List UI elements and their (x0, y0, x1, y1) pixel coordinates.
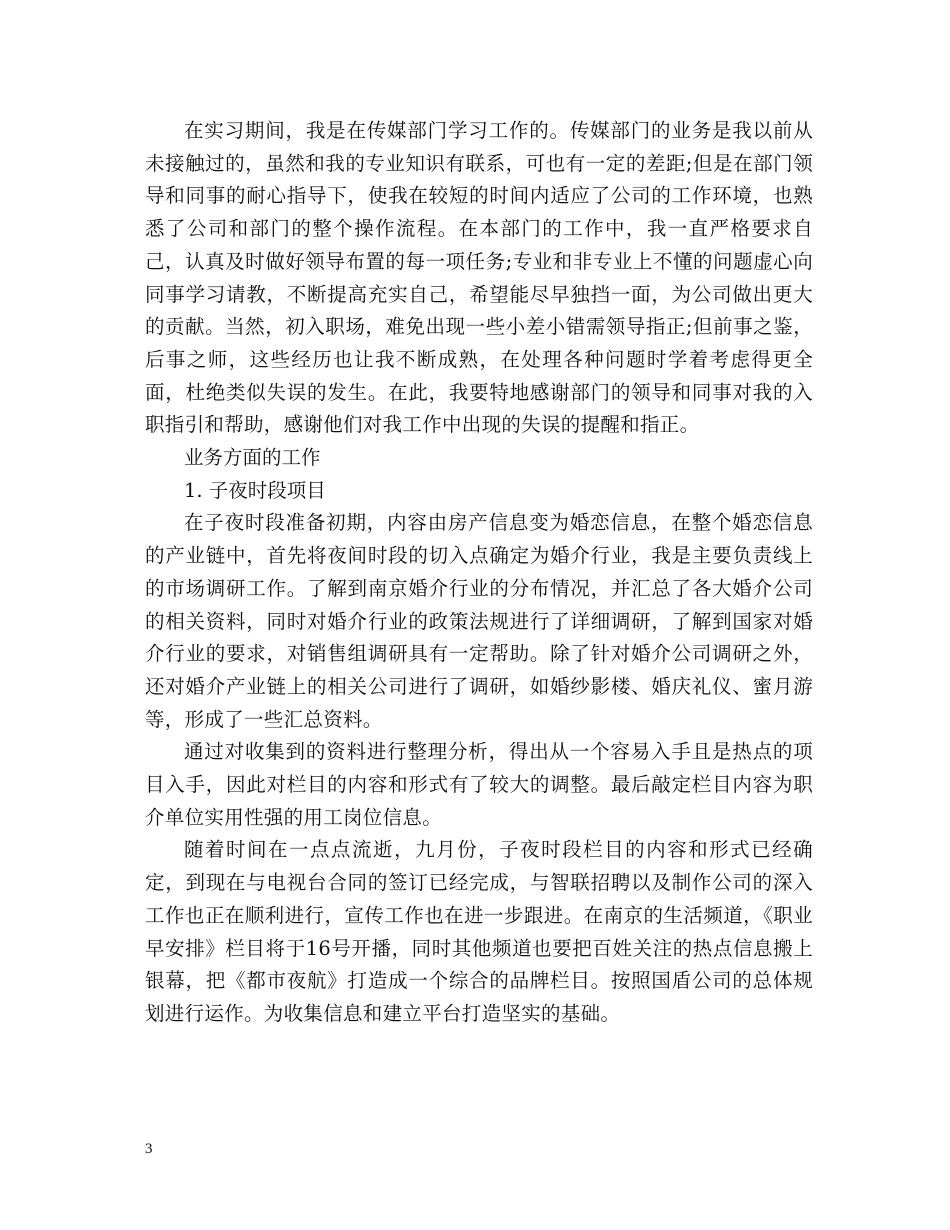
page-number: 3 (145, 1141, 153, 1157)
document-body (145, 115, 813, 1031)
paragraph-market-research: 在子夜时段准备初期，内容由房产信息变为婚恋信息，在整个婚恋信息的产业链中，首先将夜间时段的切入点确定为婚介行业，我是主要负责线上的市场调研工作。了解到南京婚介行业的分布情况，并汇总了各大婚介公司的相关资料，同时对婚介行业的政策法规进行了详细调研，了解到国家对婚介行业的要求，对销售组调研具有一定帮助。除了针对婚介公司调研之外，还对婚介产业链上的相关公司进行了调研，如婚纱影楼、婚庆礼仪、蜜月游等，形成了一些汇总资料。 (145, 511, 813, 731)
paragraph-progress-update: 随着时间在一点点流逝，九月份，子夜时段栏目的内容和形式已经确定，到现在与电视台合同的签订已经完成，与智联招聘以及制作公司的深入工作也正在顺利进行，宣传工作也在进一步跟进。在南京的生活频道，《职业早安排》栏目将于16号开播，同时其他频道也要把百姓关注的热点信息搬上银幕，把《都市夜航》打造成一个综合的品牌栏目。按照国盾公司的总体规划进行运作。为收集信息和建立平台打造坚实的基础。 (145, 838, 813, 1025)
paragraph-internship-summary: 在实习期间，我是在传媒部门学习工作的。传媒部门的业务是我以前从未接触过的，虽然和我的专业知识有联系，可也有一定的差距;但是在部门领导和同事的耐心指导下，使我在较短的时间内适应了公司的工作环境，也熟悉了公司和部门的整个操作流程。在本部门的工作中，我一直严格要求自己，认真及时做好领导布置的每一项任务;专业和非专业上不懂的问题虚心向同事学习请教，不断提高充实自己，希望能尽早独挡一面，为公司做出更大的贡献。当然，初入职场，难免出现一些小差小错需领导指正;但前事之鉴，后事之师，这些经历也让我不断成熟，在处理各种问题时学着考虑得更全面，杜绝类似失误的发生。在此，我要特地感谢部门的领导和同事对我的入职指引和帮助，感谢他们对我工作中出现的失误的提醒和指正。 (145, 119, 813, 437)
section-heading-business-work: 业务方面的工作 (184, 446, 321, 470)
paragraph-analysis-adjustment: 通过对收集到的资料进行整理分析，得出从一个容易入手且是热点的项目入手，因此对栏目的内容和形式有了较大的调整。最后敲定栏目内容为职介单位实用性强的用工岗位信息。 (145, 740, 813, 829)
subsection-heading-midnight-project: 1. 子夜时段项目 (184, 478, 326, 502)
